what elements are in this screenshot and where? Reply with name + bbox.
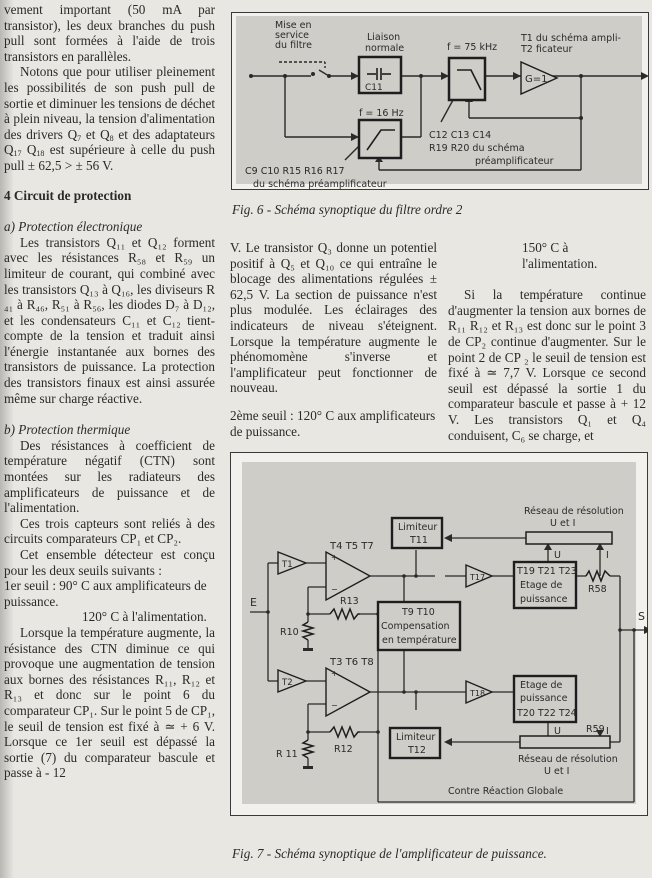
diagram-label: Limiteur (398, 522, 438, 533)
liaison-label: Liaison (367, 32, 401, 43)
resistor-r11 (303, 740, 313, 758)
resistor-r58 (586, 571, 610, 581)
highpass-filter-box (359, 120, 401, 158)
diagram-label: R13 (340, 596, 359, 607)
figure-7-diagram (230, 452, 648, 818)
paragraph: Des résistances à coefficient de température négatif (CTN) sont montées sur les radiateurs des amplificateurs de puissance et de l'alimentation. (4, 437, 215, 516)
switch-label: du filtre (275, 40, 312, 51)
diagram-label: T9 T10 (402, 607, 435, 618)
diagram-label: Etage de (520, 580, 563, 591)
lowpass-freq-label: f = 75 kHz (447, 42, 498, 53)
diagram-label: I (606, 726, 609, 737)
paragraph: V. Le transistor Q₃ donne un potentiel positif à Q₅ et Q₁₀ ce qui entraîne le blocage des alimentations régulées ± 62,5 V. La section de puissance n'est plus modulée. Les éclairages des indicateurs de niveau s'éteignent. Lorsque la température augmente le phénomomène s'inverse et l'amplificateur peut fonctionner de nouveau. (230, 240, 437, 396)
arrow-head (641, 72, 649, 80)
diagram-shape (345, 146, 359, 160)
diagram-label: U et I (544, 766, 570, 777)
diagram-shape (303, 648, 313, 651)
diagram-label: R10 (280, 627, 299, 638)
left-column (4, 2, 215, 781)
paragraph: Ces trois capteurs sont reliés à des circuits comparateurs CP₁ et CP₂. (4, 515, 215, 547)
liaison-label: normale (365, 43, 405, 54)
highpass-freq-label: f = 16 Hz (359, 108, 404, 119)
resolution-network-top (526, 532, 612, 544)
diagram-shape (402, 690, 406, 694)
diagram-label: T4 T5 T7 (330, 541, 374, 552)
resolution-network-bottom (520, 736, 610, 748)
junction-dot (327, 74, 331, 78)
diagram-label: puissance (520, 693, 568, 704)
diagram-label: T12 (408, 745, 426, 756)
diagram-label: R59 (586, 724, 605, 735)
figure-7-caption: Fig. 7 - Schéma synoptique de l'amplificateur de puissance. (232, 846, 547, 861)
diagram-shape (618, 628, 622, 632)
diagram-shape (303, 766, 313, 769)
diagram-label: Réseau de résolution (518, 754, 618, 765)
subsection-heading: b) Protection thermique (4, 422, 131, 438)
junction-dot (249, 74, 253, 78)
highpass-ref-label: du schéma préamplificateur (253, 179, 387, 190)
paragraph: Les transistors Q₁₁ et Q₁₂ forment avec les résistances R₅₈ et R₅₉ un limiteur de courant, qui combiné avec les transistors Q₁₃ à Q₁₆, les diviseurs R ₄₁ à R₄₆, R₅₁ à R₅₆, les diodes D₇ à D₁₂, et les condensateurs C₁₁ et C₁₂ tient-compte de la tension et traduit ainsi l'énergie instantanée aux bornes des transistors de puissance. La protection des transistors finaux est ainsi assurée même sur charge réactive. (4, 234, 215, 406)
diagram-label: T2 (282, 678, 293, 688)
diagram-shape (444, 534, 452, 542)
lowpass-ref-label: préamplificateur (475, 156, 554, 167)
amplifier-gain-label: G=1 (525, 74, 548, 85)
c11-label: C11 (365, 83, 383, 93)
diagram-label: puissance (520, 594, 568, 605)
junction-dot (419, 74, 423, 78)
resistor-r13 (330, 609, 360, 619)
diagram-label: R12 (334, 744, 353, 755)
diagram-label: − (331, 701, 338, 710)
diagram-label: U et I (550, 518, 576, 529)
switch-label: service (275, 30, 310, 41)
resistor-r10 (303, 622, 313, 640)
diagram-shape (414, 574, 418, 578)
diagram-shape (444, 738, 452, 746)
junction-dot (283, 74, 287, 78)
diagram-label: S (638, 610, 645, 623)
diagram-label: − (331, 585, 338, 594)
diagram-shape (414, 690, 418, 694)
diagram-shape (402, 574, 406, 578)
diagram-label: T1 (282, 560, 293, 570)
diagram-label: U (554, 726, 561, 737)
diagram-label: T17 (470, 573, 486, 582)
amplifier-ref-label: T1 du schéma ampli- (521, 33, 621, 44)
lowpass-ref-label: C12 C13 C14 (429, 130, 492, 141)
paragraph: Si la température continue d'augmenter la tension aux bornes de R₁₁ R₁₂ et R₁₃ est donc sur le point 3 de CP₂ continue d'augmenter. Sur le point 2 de CP ₂ le seuil de tension est fixé à ≃ 7,7 V. Lorsque ce second seuil est dépassé la sortie 1 du comparateur bascule et passe à + 12 V. Les transistors Q₁ et Q₄ conduisent, C₆ se charge, et (448, 287, 646, 443)
output-arrow (644, 626, 648, 634)
threshold-line: 2ème seuil : 120° C aux amplificateurs de puissance. (230, 407, 436, 439)
lowpass-filter-box (449, 58, 485, 100)
junction-dot (579, 74, 583, 78)
diagram-label: U (554, 550, 561, 561)
paragraph: Cet ensemble détecteur est conçu pour les deux seuils suivants : (4, 547, 215, 578)
subsection-heading: a) Protection électronique (4, 219, 143, 235)
section-heading: 4 Circuit de protection (4, 187, 132, 203)
diagram-label: Contre Réaction Globale (448, 786, 564, 797)
diagram-label: en température (382, 635, 457, 646)
diagram-label: Limiteur (396, 732, 436, 743)
diagram-label: T11 (410, 535, 428, 546)
diagram-label: Réseau de résolution (524, 506, 624, 517)
paragraph: vement important (50 mA par transistor), les deux branches du push pull sont formées à l'aide de trois transistors en parallèles. (4, 2, 215, 64)
diagram-shape (632, 628, 636, 632)
diagram-shape (376, 730, 380, 734)
threshold-line: 150° C à l'alimentation. (522, 240, 598, 271)
diagram-label: T20 T22 T24 (517, 708, 577, 719)
highpass-ref-label: C9 C10 R15 R16 R17 (245, 166, 345, 177)
diagram-label: + (331, 553, 338, 562)
middle-column (230, 240, 437, 439)
arrow-head (513, 72, 521, 80)
diagram-shape (306, 612, 310, 616)
right-column (448, 240, 646, 443)
junction-dot (579, 116, 583, 120)
diagram-label: R58 (588, 584, 607, 595)
diagram-label: + (331, 669, 338, 678)
amplifier-ref-label: T2 ficateur (521, 44, 573, 55)
diagram-label: T18 (470, 689, 486, 698)
diagram-label: T3 T6 T8 (330, 657, 374, 668)
figure-6-diagram (231, 12, 649, 192)
diagram-label: I (606, 550, 609, 561)
diagram-label: E (250, 596, 257, 609)
threshold-line: 1er seuil : 90° C aux amplificateurs de puissance. (4, 578, 207, 609)
diagram-label: R 11 (276, 749, 298, 760)
diagram-label: T19 T21 T23 (517, 566, 577, 577)
diagram-shape (266, 610, 270, 614)
threshold-line: 120° C à l'alimentation. (82, 609, 207, 625)
diagram-shape (306, 730, 310, 734)
diagram-label: Etage de (520, 680, 563, 691)
paragraph: Lorsque la température augmente, la résistance des CTN diminue ce qui provoque une augmentation de tension aux bornes des résistances R₁₁, R₁₂ et R₁₃ et donc sur le point 6 du comparateur CP₁. Sur le point 5 de CP₁, le seuil de tension est fixé à ≃ + 6 V. Lorsque ce 1er seuil est dépassé la sortie (7) du comparateur bascule et passe à - 12 (4, 624, 216, 781)
figure-6-caption: Fig. 6 - Schéma synoptique du filtre ordre 2 (232, 202, 463, 217)
diagram-shape (441, 100, 453, 122)
lowpass-ref-label: R19 R20 du schéma (429, 143, 525, 154)
resistor-r12 (330, 727, 360, 737)
switch-label: Mise en (275, 20, 312, 31)
paragraph: Notons que pour utiliser pleinement les possibilités de son push pull de sortie et diminuer les tensions de déchet à plein niveau, la tension d'alimentation des drivers $Q_7$ et $Q_8$ et des adaptateurs $Q_{17}$ $Q_{18}$ est supérieure à celle du push pull ± 62,5 > ± 56 V. (4, 64, 215, 173)
diagram-label: Compensation (381, 621, 450, 632)
junction-dot (311, 72, 315, 76)
